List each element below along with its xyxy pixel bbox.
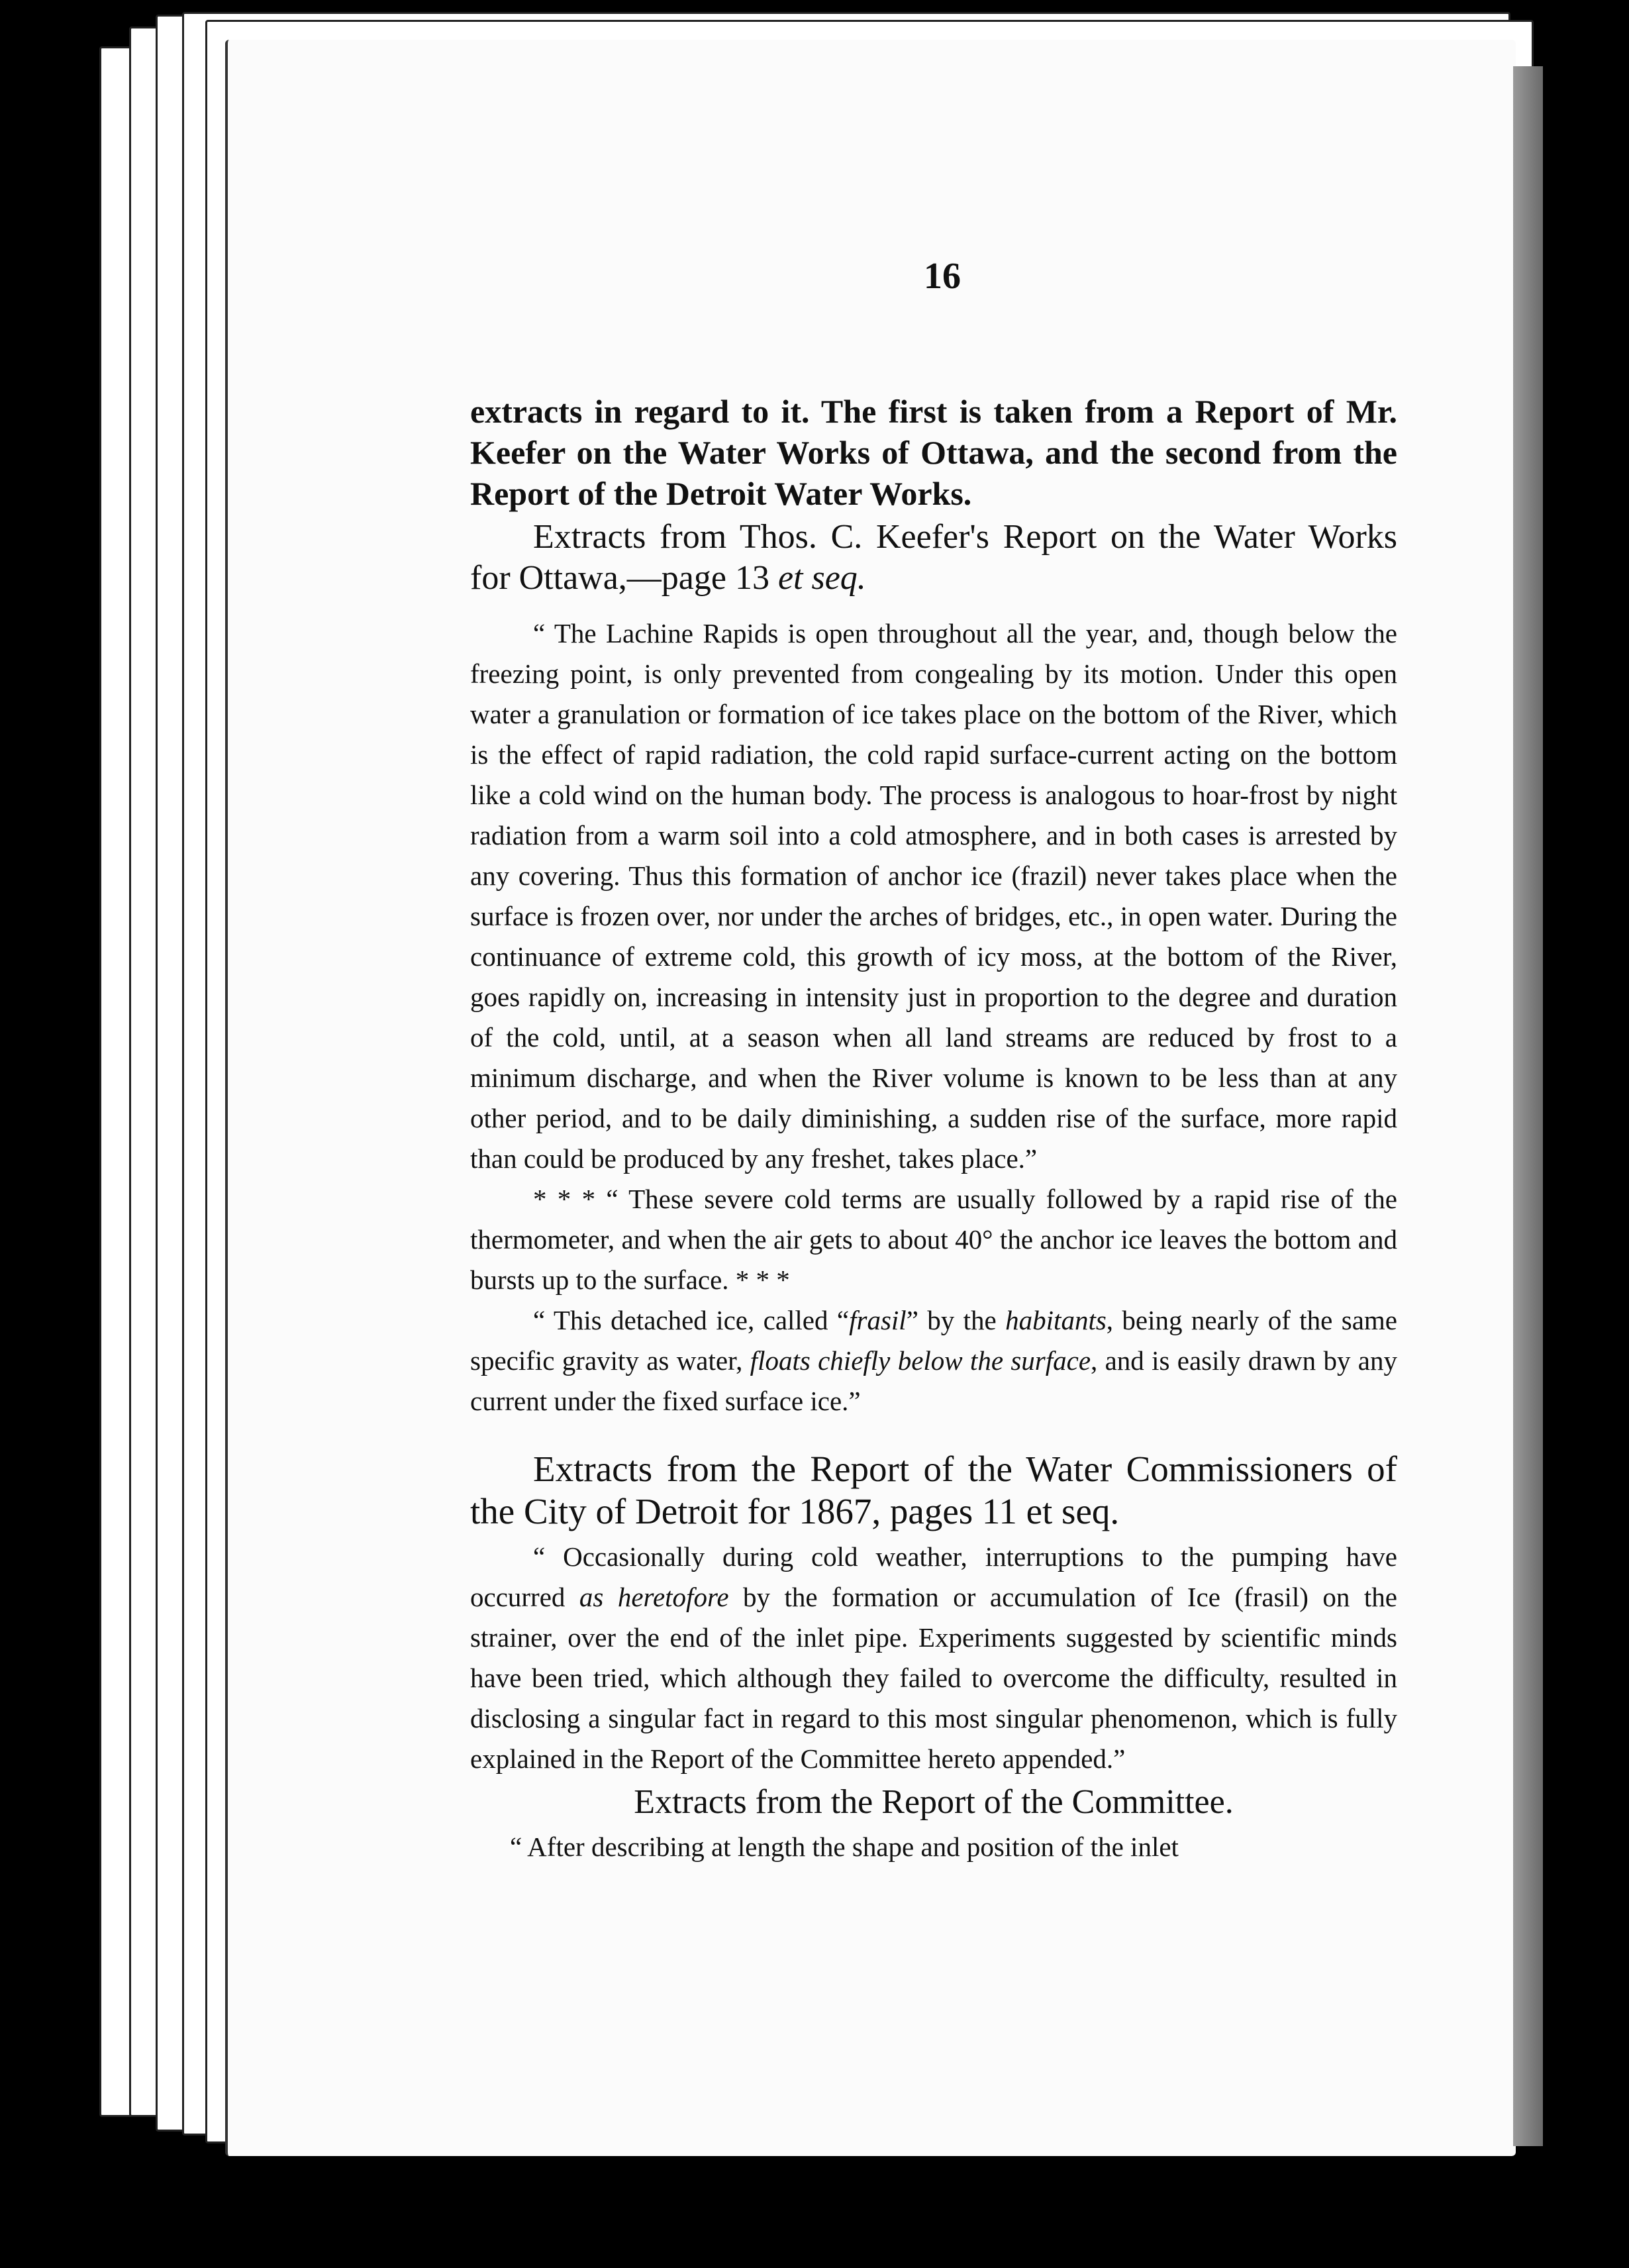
quote-text: “ Occasionally during cold weather, interruptions to the pumping have occurred (470, 1541, 1397, 1612)
keefer-quote-paragraph-1: “ The Lachine Rapids is open throughout all the year, and, though below the freezing point, is only prevented from congealing by its motion. Under this open water a granulation or formation of ice takes place on the bottom of the River, which is the effect of rapid radiation, the cold rapid surface-current acting on the bottom like a cold wind on the human body. The process is analogous to hoar-frost by night radiation from a warm soil into a cold atmosphere, and in both cases is arrested by any covering. Thus this formation of anchor ice (frazil) never takes place when the surface is frozen over, nor under the arches of bridges, etc., in open water. During the continuance of extreme cold, this growth of icy moss, at the bottom of the River, goes rapidly on, increasing in intensity just in proportion to the degree and duration of the cold, until, at a season when all land streams are reduced by frost to a minimum discharge, and when the River volume is known to be less than at any other period, and to be daily diminishing, a sudden rise of the surface, more rapid than could be produced by any freshet, takes place.” (470, 618, 1397, 1174)
section-heading-keefer (470, 517, 1397, 599)
section-heading-detroit: Extracts from the Report of the Water Commissioners of the City of Detroit for 1867, pages 11 et seq. (470, 1449, 1397, 1531)
keefer-quote-paragraph-2: * * * “ These severe cold terms are usually followed by a rapid rise of the thermometer, and when the air gets to about 40° the anchor ice leaves the bottom and bursts up to the surface. * * * (470, 1184, 1397, 1295)
quote-text: , and is easily drawn by any current under the fixed surface ice.” (470, 1345, 1397, 1416)
section-heading-keefer-italic: et seq. (777, 559, 866, 597)
book-spine (1513, 66, 1543, 2146)
quote-italic-frasil: frasil (849, 1305, 907, 1335)
detroit-quote-paragraph (470, 1537, 1397, 1779)
section-heading-keefer-text: Extracts from Thos. C. Keefer's Report on the Water Works for Ottawa,—page 13 (470, 518, 1397, 597)
quote-text: by the formation or accumulation of Ice (frasil) on the strainer, over the end of the inlet pipe. Experiments suggested by scientific minds have been tried, which although they failed to overcome the difficulty, resulted in disclosing a singular fact in regard to this most singular phenomenon, which is fully explained in the Report of the Committee hereto appended.” (470, 1582, 1397, 1774)
quote-text: , being nearly of the same specific gravity as water, (470, 1305, 1398, 1376)
intro-paragraph: extracts in regard to it. The first is taken from a Report of Mr. Keefer on the Water Works of Ottawa, and the second from the Report of the Detroit Water Works. (470, 393, 1397, 512)
keefer-quote-paragraph-3 (470, 1300, 1397, 1421)
page-content (470, 258, 1397, 1867)
committee-quote-start: “ After describing at length the shape and position of the inlet (510, 1831, 1179, 1862)
quote-italic-heretofore: as heretofore (579, 1582, 729, 1612)
quote-italic-habitants: habitants (1005, 1305, 1107, 1335)
quote-text: “ This detached ice, called “ (533, 1305, 850, 1335)
quote-text: ” by the (906, 1305, 1006, 1335)
quote-italic-floats: floats chiefly below the surface (750, 1345, 1091, 1376)
section-heading-committee: Extracts from the Report of the Committee. (634, 1783, 1234, 1821)
page-number: 16 (924, 256, 961, 297)
